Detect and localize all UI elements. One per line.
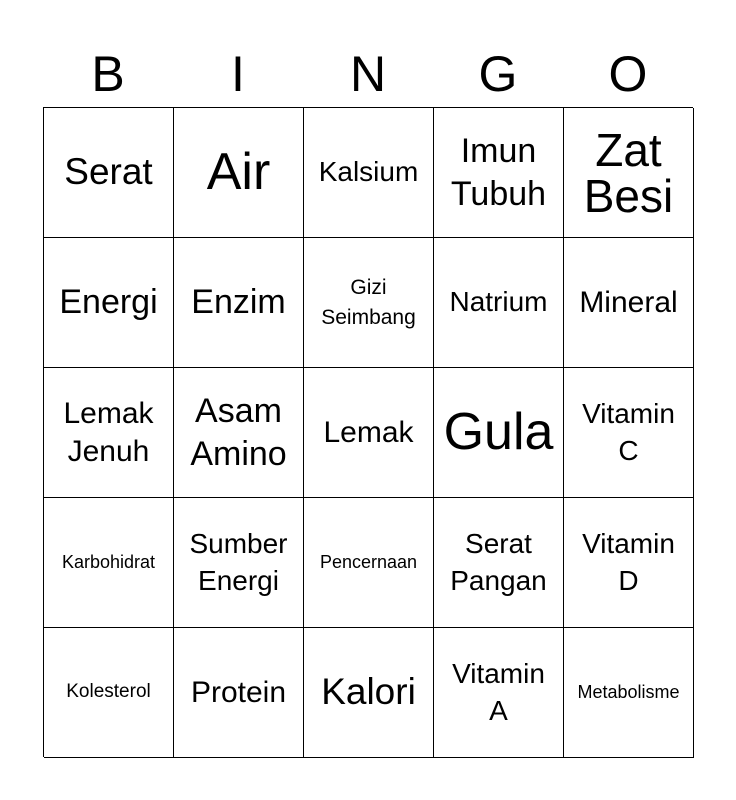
- bingo-cell[interactable]: [564, 498, 694, 628]
- bingo-cell[interactable]: [434, 238, 564, 368]
- header-letter-g: G: [478, 46, 518, 102]
- cell-label: Natrium: [449, 286, 548, 318]
- bingo-cell[interactable]: [44, 368, 174, 498]
- cell-label: Vitamin D: [582, 528, 675, 596]
- cell-label: Pencernaan: [319, 551, 418, 572]
- cell-label: Kalsium: [318, 156, 419, 188]
- cell-label: Zat Besi: [583, 123, 674, 222]
- cell-label: Energi: [59, 283, 158, 322]
- cell-label: Mineral: [579, 285, 678, 319]
- bingo-cell[interactable]: [564, 108, 694, 238]
- bingo-board: [43, 107, 693, 757]
- cell-label: Asam Amino: [190, 392, 287, 473]
- cell-label: Imun Tubuh: [450, 132, 547, 213]
- header-letter-o: O: [608, 46, 648, 102]
- cell-label: Lemak: [323, 415, 414, 449]
- bingo-cell[interactable]: [174, 238, 304, 368]
- header-letter-n: N: [349, 46, 387, 102]
- bingo-cell[interactable]: [434, 628, 564, 758]
- bingo-cell[interactable]: [174, 628, 304, 758]
- bingo-cell[interactable]: [44, 238, 174, 368]
- cell-label: Sumber Energi: [189, 528, 288, 596]
- bingo-cell[interactable]: [174, 368, 304, 498]
- cell-label: Protein: [190, 675, 287, 709]
- cell-label: Lemak Jenuh: [63, 397, 154, 468]
- header-letter-i: I: [231, 46, 245, 102]
- cell-label: Metabolisme: [577, 681, 680, 702]
- bingo-cell[interactable]: [564, 238, 694, 368]
- bingo-cell[interactable]: [434, 368, 564, 498]
- cell-label: Vitamin A: [452, 658, 545, 726]
- bingo-cell[interactable]: [44, 628, 174, 758]
- bingo-cell[interactable]: [304, 108, 434, 238]
- cell-label: Kalori: [321, 671, 416, 713]
- bingo-cell[interactable]: [44, 108, 174, 238]
- cell-label: Serat: [64, 151, 153, 193]
- bingo-cell[interactable]: [174, 108, 304, 238]
- bingo-cell[interactable]: [304, 628, 434, 758]
- header-letter-b: B: [91, 46, 125, 102]
- bingo-cell[interactable]: [434, 108, 564, 238]
- cell-label: Karbohidrat: [61, 551, 156, 572]
- bingo-cell[interactable]: [564, 368, 694, 498]
- bingo-cell[interactable]: [44, 498, 174, 628]
- cell-label: Gula: [443, 403, 554, 462]
- bingo-cell[interactable]: [304, 498, 434, 628]
- bingo-cell[interactable]: [304, 368, 434, 498]
- cell-label: Kolesterol: [66, 681, 151, 703]
- bingo-cell[interactable]: [434, 498, 564, 628]
- cell-label: Enzim: [191, 283, 286, 322]
- cell-label: Vitamin C: [582, 398, 675, 466]
- cell-label: Air: [206, 143, 271, 202]
- cell-label: Serat Pangan: [450, 528, 547, 596]
- cell-label: Gizi Seimbang: [321, 276, 416, 329]
- bingo-cell[interactable]: [304, 238, 434, 368]
- bingo-header: [43, 40, 693, 108]
- bingo-cell[interactable]: [174, 498, 304, 628]
- bingo-cell[interactable]: [564, 628, 694, 758]
